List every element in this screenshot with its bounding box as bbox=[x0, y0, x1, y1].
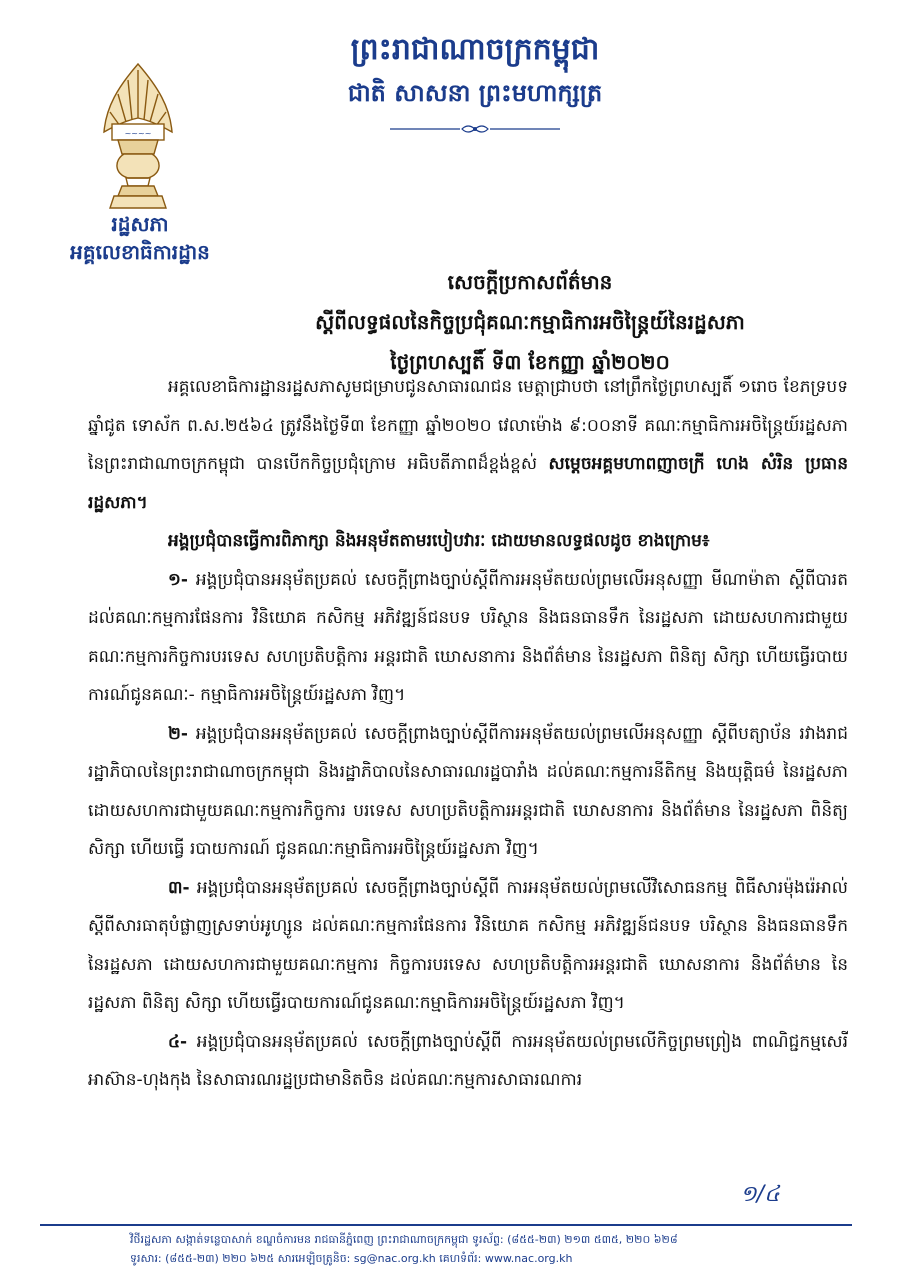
item-text: អង្គប្រជុំបានអនុម័តប្រគល់ សេចក្តីព្រាងច្បាប់ស្តីពីការអនុម័តយល់ព្រមលើអនុសញ្ញា មីណាម៉ាតា ស្តីពីបារត ដល់គណៈកម្មការផែនការ វិនិយោគ កសិកម្ម អភិវឌ្ឍន៍ជនបទ បរិស្ថាន និងធនធានទឹក នៃរដ្ឋសភា ដោយសហការជាមួយគណៈកម្មការកិច្ចការបរទេស សហប្រតិបត្តិការ អន្តរជាតិ ឃោសនាការ និងព័ត៌មាន នៃរដ្ឋសភា ពិនិត្យ សិក្សា ហើយធ្វើរបាយការណ៍ជូនគណៈ- កម្មាធិការអចិន្ត្រៃយ៍រដ្ឋសភា វិញ។ bbox=[88, 569, 848, 705]
footer-address: វិថីរដ្ឋសភា សង្កាត់ទន្លេបាសាក់ ខណ្ឌចំការមន រាជធានីភ្នំពេញ ព្រះរាជាណាចក្រកម្ពុជា ទូរស័ព្ទ: (៨៥៥-២៣) ២១៣ ៥៣៥, ២២០ ៦២៨ bbox=[130, 1233, 678, 1246]
page-number bbox=[740, 1180, 820, 1220]
footer-divider bbox=[40, 1224, 852, 1226]
header-motto: ជាតិ សាសនា ព្រះមហាក្សត្រ bbox=[347, 79, 603, 107]
intro-text: អគ្គលេខាធិការដ្ឋានរដ្ឋសភាសូមជម្រាបជូនសាធារណជន មេត្តាជ្រាបថា នៅព្រឹកថ្ងៃព្រហស្បតិ៍ ១រោច ខែភទ្របទ ឆ្នាំជូត ទោស័ក ព.ស.២៥៦៤ ត្រូវនឹងថ្ងៃទី៣ ខែកញ្ញា ឆ្នាំ២០២០ វេលាម៉ោង ៩:០០នាទី គណៈកម្មាធិការអចិន្ត្រៃយ៍រដ្ឋសភានៃព្រះរាជាណាចក្រកម្ពុជា បានបើកកិច្ចប្រជុំក្រោម អធិបតីភាពដ៏ខ្ពង់ខ្ពស់ bbox=[88, 377, 848, 474]
organization-line2: អគ្គលេខាធិការដ្ឋាន bbox=[70, 240, 210, 264]
body-text bbox=[88, 368, 848, 1100]
item-number: ៣- bbox=[168, 877, 190, 898]
intro-chair-name: សម្តេចអគ្គមហាពញាចក្រី ហេង សំរិន ប្រធានរដ្ឋសភា។ bbox=[88, 454, 848, 513]
svg-text:~~~~: ~~~~ bbox=[124, 129, 152, 138]
document-title bbox=[160, 262, 900, 382]
national-assembly-emblem-icon bbox=[88, 62, 188, 214]
organization-line1: រដ្ឋសភា bbox=[111, 212, 169, 236]
item-number: ២- bbox=[168, 723, 188, 744]
list-item bbox=[88, 869, 848, 1023]
intro-paragraph bbox=[88, 368, 848, 522]
list-item bbox=[88, 715, 848, 869]
list-item bbox=[88, 561, 848, 715]
title-line2: ស្តីពីលទ្ធផលនៃកិច្ចប្រជុំគណៈកម្មាធិការអចិន្ត្រៃយ៍នៃរដ្ឋសភា bbox=[315, 310, 745, 334]
title-line1: សេចក្តីប្រកាសព័ត៌មាន bbox=[447, 270, 613, 294]
ornament-divider-icon bbox=[390, 122, 560, 136]
page-number-text: ១/៤ bbox=[740, 1182, 780, 1207]
item-number: ១- bbox=[168, 569, 188, 590]
item-text: អង្គប្រជុំបានអនុម័តប្រគល់ សេចក្តីព្រាងច្បាប់ស្តីពីការអនុម័តយល់ព្រមលើអនុសញ្ញា ស្តីពីបត្យាប័ន រវាងរាជរដ្ឋាភិបាលនៃព្រះរាជាណាចក្រកម្ពុជា និងរដ្ឋាភិបាលនៃសាធារណរដ្ឋបារាំង ដល់គណៈកម្មការនីតិកម្ម និងយុត្តិធម៌ នៃរដ្ឋសភា ដោយសហការជាមួយគណៈកម្មការកិច្ចការ បរទេស សហប្រតិបត្តិការអន្តរជាតិ ឃោសនាការ និងព័ត៌មាន នៃរដ្ឋសភា ពិនិត្យ សិក្សា ហើយធ្វើ របាយការណ៍ ជូនគណៈកម្មាធិការអចិន្ត្រៃយ៍រដ្ឋសភា វិញ។ bbox=[88, 723, 848, 859]
item-text: អង្គប្រជុំបានអនុម័តប្រគល់ សេចក្តីព្រាងច្បាប់ស្តីពី ការអនុម័តយល់ព្រមលើវិសោធនកម្ម ពិធីសារម៉ុងរ៉េអាល់ ស្តីពីសារធាតុបំផ្លាញស្រទាប់អូហ្សូន ដល់គណៈកម្មការផែនការ វិនិយោគ កសិកម្ម អភិវឌ្ឍន៍ជនបទ បរិស្ថាន និងធនធានទឹក នៃរដ្ឋសភា ដោយសហការជាមួយគណៈកម្មការ កិច្ចការបរទេស សហប្រតិបត្តិការអន្តរជាតិ ឃោសនាការ និងព័ត៌មាន នៃរដ្ឋសភា ពិនិត្យ សិក្សា ហើយធ្វើរបាយការណ៍ជូនគណៈកម្មាធិការអចិន្ត្រៃយ៍រដ្ឋសភា វិញ។ bbox=[88, 877, 848, 1013]
item-number: ៤- bbox=[168, 1031, 188, 1052]
footer-contact: ទូរសារ: (៨៥៥-២៣) ២២០ ៦២៥ សារអេឡិចត្រូនិច: sg@nac.org.kh គេហទំព័រ: www.nac.org.kh bbox=[130, 1252, 573, 1265]
footer bbox=[130, 1230, 850, 1268]
title-line3: ថ្ងៃព្រហស្បតិ៍ ទី៣ ខែកញ្ញា ឆ្នាំ២០២០ bbox=[390, 350, 670, 374]
list-item bbox=[88, 1023, 848, 1100]
header-kingdom: ព្រះរាជាណាចក្រកម្ពុជា bbox=[350, 32, 600, 67]
organization-name bbox=[40, 210, 240, 266]
item-text: អង្គប្រជុំបានអនុម័តប្រគល់ សេចក្តីព្រាងច្បាប់ស្តីពី ការអនុម័តយល់ព្រមលើកិច្ចព្រមព្រៀង ពាណិជ្ជកម្មសេរីអាស៊ាន-ហុងកុង នៃសាធារណរដ្ឋប្រជាមានិតចិន ដល់គណៈកម្មការសាធារណការ bbox=[88, 1031, 848, 1090]
summary-paragraph: អង្គប្រជុំបានធ្វើការពិភាក្សា និងអនុម័តតាមរបៀបវារៈ ដោយមានលទ្ធផលដូច ខាងក្រោម៖ bbox=[168, 531, 710, 551]
